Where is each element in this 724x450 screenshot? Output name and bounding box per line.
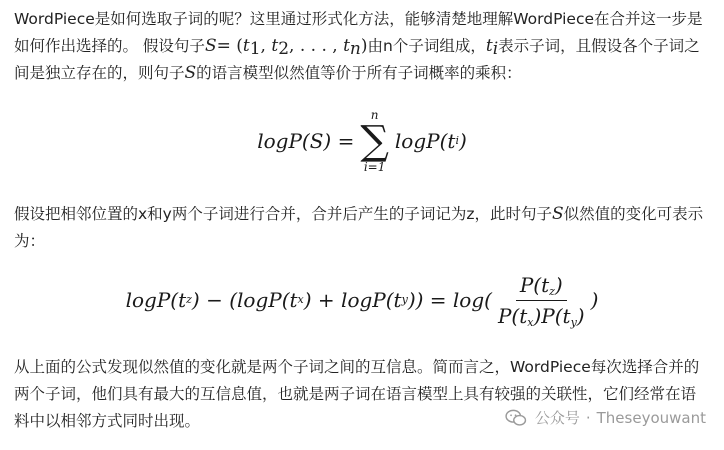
summation: n ∑ i=1 xyxy=(360,108,389,174)
conclusion-paragraph: 从上面的公式发现似然值的变化就是两个子词之间的互信息。简而言之，WordPiece每次选择合并的两个子词，他们具有最大的互信息值，也就是两子词在语言模型上具有较强的关联性，它们经常在语料中以相邻方式同时出现。 xyxy=(14,358,700,430)
watermark-account: 公众号 xyxy=(534,409,580,427)
watermark-separator: · xyxy=(585,408,591,427)
fraction: $\frac{P(t_z)}{P(t_x)P(t_y)}$ xyxy=(497,272,585,329)
equation-likelihood-change: logP( t z ) − (logP( t x ) + logP( t y )) = log( $\frac{P(t_z)}{P(t_x)P(t_y)}$ ) xyxy=(125,272,599,329)
watermark xyxy=(499,407,706,428)
equation-log-likelihood: logP(S) = n ∑ i=1 logP( t i ) xyxy=(257,108,467,174)
watermark-name: Theseyouwant xyxy=(596,408,706,427)
wechat-icon xyxy=(505,409,527,427)
intro-paragraph: WordPiece是如何选取子词的呢？这里通过形式化方法，能够清楚地理解WordPiece在合并这一步是如何作出选择的。 假设句子$S= (t_1$, $t_2$, . . . , $t_n$)由n个子词组成，$t_i$表示子词，且假设各个子词之间是独立存在的，则句子S的语言模型似然值等价于所有子词概率的乘积： xyxy=(14,10,703,83)
math-S: S xyxy=(204,36,217,56)
merge-paragraph: 假设把相邻位置的x和y两个子词进行合并，合并后产生的子词记为z，此时句子S似然值的变化可表示为： xyxy=(14,204,704,250)
